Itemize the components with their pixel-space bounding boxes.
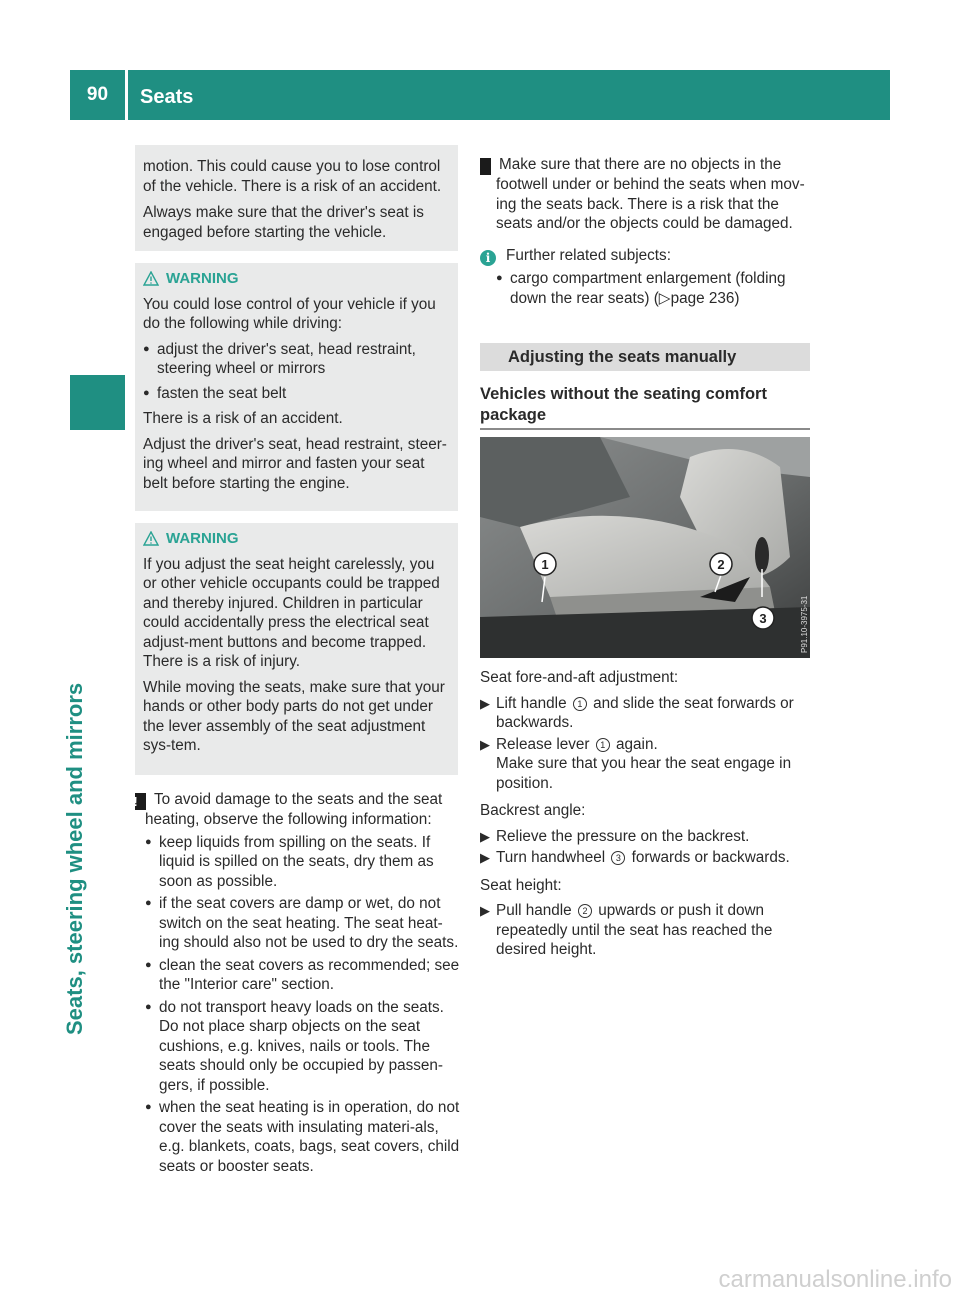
info-related-subjects	[480, 246, 813, 308]
action-arrow-icon: ▶	[480, 736, 490, 752]
subsection-rule	[480, 428, 810, 430]
page-ref-arrow-icon: ▷	[658, 289, 671, 307]
notice-exclamation-icon: !	[480, 158, 491, 175]
notice-intro	[135, 790, 461, 830]
notice-seat-damage	[135, 790, 461, 1176]
bullet-icon: ●	[145, 897, 152, 909]
chapter-title: Seats, steering wheel and mirrors	[62, 682, 87, 1035]
seat-adjustment-figure	[480, 437, 810, 658]
step-text: upwards or push it down repeatedly until the seat has reached the desired height.	[496, 902, 773, 958]
page-number: 90	[86, 84, 109, 105]
callout-ref: 3	[611, 851, 625, 865]
callout-ref: 2	[578, 904, 592, 918]
notice-footwell	[475, 155, 813, 234]
action-step	[480, 827, 813, 847]
warning-text: Always make sure that the driver's seat is engaged before starting the vehicle.	[143, 204, 424, 241]
list-item	[143, 384, 451, 404]
bullet-icon: ●	[145, 835, 152, 848]
warning-triangle-icon	[143, 271, 159, 286]
action-arrow-icon: ▶	[480, 695, 490, 711]
bullet-icon: ●	[145, 1000, 152, 1013]
warning-text: motion. This could cause you to lose control of the vehicle. There is a risk of an accident.	[143, 158, 442, 195]
list-item	[145, 956, 461, 995]
warning-heading	[143, 529, 451, 549]
list-item	[145, 894, 461, 953]
action-arrow-icon: ▶	[480, 828, 490, 844]
info-icon: i	[480, 250, 496, 266]
step-text: Release lever	[496, 735, 590, 753]
step-text: Lift handle	[496, 694, 567, 712]
step-text: Pull handle	[496, 902, 572, 919]
bullet-icon: ●	[496, 272, 503, 284]
action-arrow-icon: ▶	[480, 850, 490, 865]
step-text: forwards or backwards.	[631, 849, 790, 866]
list-item-text: do not transport heavy loads on the seats. Do not place sharp objects on the seat cushions, e.g. knives, nails or tools. The seats should only be occupied by passen-gers, if possible.	[159, 998, 444, 1094]
page-reference[interactable]: page 236)	[670, 289, 740, 307]
instruction-heading: Backrest angle:	[480, 802, 586, 819]
action-step	[480, 735, 813, 794]
notice-intro-text: To avoid damage to the seats and the seat heating, observe the following information:	[145, 791, 443, 828]
callout-1	[534, 553, 556, 575]
warning-text: If you adjust the seat height carelessly, you or other vehicle occupants could be trapped and thereby injured. Children in particular could accidentally press the electrical seat adjust-ment buttons and become trapped. There is a risk of injury.	[143, 555, 440, 670]
callout-ref: 1	[573, 697, 587, 711]
list-item-text: fasten the seat belt	[157, 384, 287, 402]
bullet-icon: ●	[143, 342, 150, 355]
header-divider	[125, 70, 128, 120]
instructions	[480, 668, 813, 960]
callout-2	[710, 553, 732, 575]
step-text: again.	[616, 735, 658, 753]
callout-ref: 1	[596, 738, 610, 752]
warning-text: While moving the seats, make sure that your hands or other body parts do not get under the lever assembly of the seat adjustment sys-tem.	[143, 678, 445, 754]
step-text: Relieve the pressure on the backrest.	[496, 827, 750, 845]
list-item-text: when the seat heating is in operation, do not cover the seats with insulating materi-als, e.g. blankets, coats, bags, seat covers, child seats or booster seats.	[159, 1099, 460, 1175]
chapter-tab-marker	[70, 375, 125, 430]
warning-box-driving	[135, 263, 458, 511]
step-result: Make sure that you hear the seat engage in position.	[496, 755, 792, 792]
action-step	[480, 694, 813, 733]
callout-3	[752, 607, 774, 629]
warning-intro: You could lose control of your vehicle if you do the following while driving:	[143, 295, 436, 332]
callout-number: 2	[717, 557, 725, 572]
notice-text: Make sure that there are no objects in the footwell under or behind the seats when mov-ing the seats back. There is a risk that the seats and/or the objects could be damaged.	[496, 156, 805, 232]
list-item	[145, 833, 461, 892]
step-text: and slide the seat forwards or backwards.	[496, 694, 794, 731]
instruction-heading: Seat height:	[480, 876, 562, 894]
warning-triangle-icon	[143, 531, 159, 546]
list-item-text: if the seat covers are damp or wet, do not switch on the seat heating. The seat heat-ing should also not be used to dry the seats.	[159, 895, 459, 951]
figure-code: P91.10-3975-31	[800, 595, 809, 653]
instruction-heading: Seat fore-and-aft adjustment:	[480, 669, 679, 686]
watermark[interactable]: carmanualsonline.info	[718, 1266, 952, 1293]
step-text: Turn handwheel	[496, 849, 606, 866]
subsection-title: Vehicles without the seating comfort package	[480, 385, 767, 424]
continued-warning-box	[135, 145, 458, 251]
list-item-text: keep liquids from spilling on the seats. If liquid is spilled on the seats, dry them as soon as possible.	[159, 833, 434, 890]
bullet-icon: ●	[143, 386, 150, 399]
warning-label: WARNING	[166, 530, 239, 547]
list-item-text: adjust the driver's seat, head restraint, steering wheel or mirrors	[157, 340, 416, 377]
info-label: Further related subjects:	[506, 247, 671, 264]
warning-text: There is a risk of an accident.	[143, 410, 343, 427]
bullet-icon: ●	[145, 1101, 152, 1113]
action-step	[480, 848, 813, 868]
page-title: Seats	[140, 86, 194, 108]
list-item-text: clean the seat covers as recommended; see the "Interior care" section.	[159, 956, 460, 993]
warning-text: Adjust the driver's seat, head restraint, steer-ing wheel and mirror and fasten your seat belt before starting the engine.	[143, 435, 447, 492]
warning-label: WARNING	[166, 270, 239, 287]
warning-heading	[143, 269, 451, 289]
notice-exclamation-icon: !	[135, 793, 146, 810]
list-item	[145, 1098, 461, 1176]
warning-box-seat-height	[135, 523, 458, 775]
list-item	[143, 340, 451, 379]
callout-number: 1	[541, 557, 549, 572]
list-item-text: cargo compartment enlargement (folding down the rear seats) (	[510, 270, 786, 307]
action-arrow-icon: ▶	[480, 903, 490, 918]
action-step	[480, 901, 813, 960]
list-item	[480, 269, 813, 308]
bullet-icon: ●	[145, 958, 152, 971]
callout-number: 3	[759, 611, 767, 626]
section-title: Adjusting the seats manually	[480, 343, 810, 371]
list-item	[145, 998, 461, 1096]
